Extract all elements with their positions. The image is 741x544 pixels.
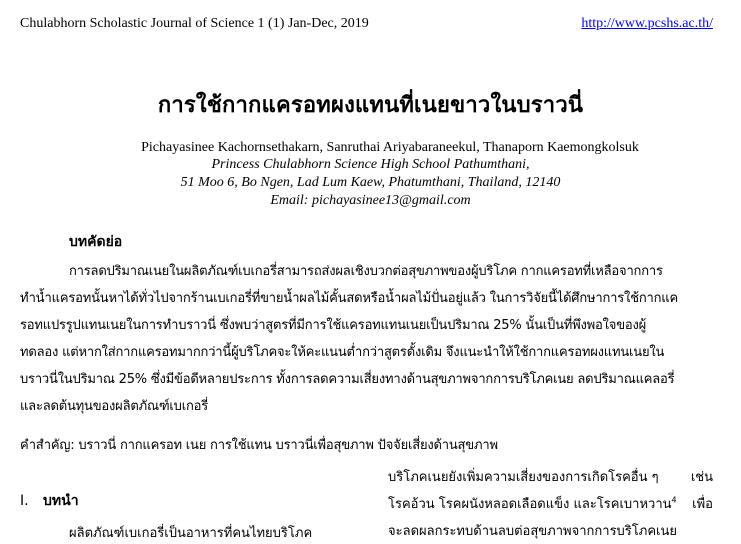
right-column-line: จะลดผลกระทบด้านลบต่อสุขภาพจากการบริโภคเนย (388, 524, 677, 539)
abstract-line: ทดลอง แต่หากใส่กากแครอทมากกว่านี้ผู้บริโภคจะให้คะแนนต่ำกว่าสูตรดั้งเดิม จึงแนะนำให้ใช้กากแครอทผงแทนเนยใน (20, 345, 665, 360)
right-line-end: เพื่อ (692, 497, 713, 512)
paper-title: การใช้กากแครอทผงแทนที่เนยขาวในบราวนี่ (157, 93, 584, 118)
author-list: Pichayasinee Kachornsethakarn, Sanruthai Ariyabaraneekul, Thanaporn Kaemongkolsuk (141, 140, 639, 155)
abstract-line: การลดปริมาณเนยในผลิตภัณฑ์เบเกอรี่สามารถส่งผลเชิงบวกต่อสุขภาพของผู้บริโภค กากแครอทที่เหลือจากการ (69, 264, 663, 279)
section-title: บทนำ (43, 493, 79, 509)
affiliation-school: Princess Chulabhorn Science High School Pathumthani, (211, 157, 530, 172)
introduction-text-left: ผลิตภัณฑ์เบเกอรี่เป็นอาหารที่คนไทยบริโภค (69, 526, 313, 541)
right-column-line (388, 493, 713, 514)
section-number: I. (20, 493, 29, 509)
citation-superscript: 4 (671, 495, 677, 505)
abstract-heading: บทคัดย่อ (69, 234, 123, 250)
journal-header: Chulabhorn Scholastic Journal of Science 1 (1) Jan-Dec, 2019 (20, 16, 369, 31)
author-email: Email: pichayasinee13@gmail.com (270, 193, 471, 208)
right-column-line (388, 466, 713, 487)
right-line-text: บริโภคเนยยังเพิ่มความเสี่ยงของการเกิดโรคอื่น ๆ (388, 470, 659, 485)
abstract-line: บราวนี่ในปริมาณ 25% ซึ่งมีข้อดีหลายประการ ทั้งการลดความเสี่ยงทางด้านสุขภาพจากการบริโภคเนย ลดปริมาณแคลอรี่ (20, 372, 675, 387)
abstract-line: รอทแปรรูปแทนเนยในการทำบราวนี่ ซึ่งพบว่าสูตรที่มีการใช้แครอทแทนเนยเป็นปริมาณ 25% นั้นเป็นที่พึงพอใจของผู้ (20, 318, 647, 333)
right-line-end: เช่น (690, 470, 713, 485)
section-heading-introduction (20, 490, 79, 512)
journal-url-link[interactable]: http://www.pcshs.ac.th/ (581, 16, 713, 31)
abstract-line: และลดต้นทุนของผลิตภัณฑ์เบเกอรี่ (20, 399, 209, 414)
abstract-line: ทำน้ำแครอทนั้นหาได้ทั่วไปจากร้านเบเกอรี่ที่ขายน้ำผลไม้คั้นสดหรือน้ำผลไม้ปั่นอยู่แล้ว ในการวิจัยนี้ได้ศึกษาการใช้กากแค (20, 291, 678, 306)
affiliation-address: 51 Moo 6, Bo Ngen, Lad Lum Kaew, Phatumthani, Thailand, 12140 (180, 175, 561, 190)
keywords: คำสำคัญ: บราวนี่ กากแครอท เนย การใช้แทน บราวนี่เพื่อสุขภาพ ปัจจัยเสี่ยงด้านสุขภาพ (20, 438, 498, 453)
right-line-text: โรคอ้วน โรคผนังหลอดเลือดแข็ง และโรคเบาหวาน (388, 497, 672, 512)
